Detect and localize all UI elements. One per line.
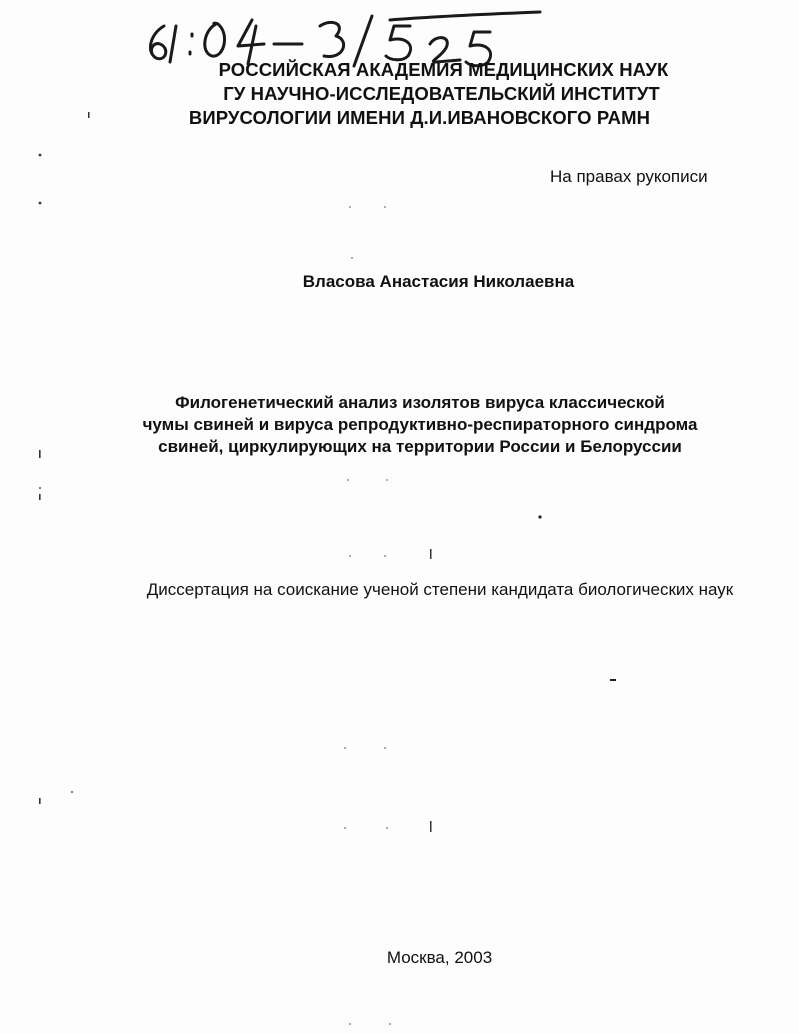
header-line-2: ГУ НАУЧНО-ИССЛЕДОВАТЕЛЬСКИЙ ИНСТИТУТ — [223, 83, 660, 104]
dissertation-title — [100, 392, 740, 458]
institution-header — [0, 58, 799, 130]
title-line-3: свиней, циркулирующих на территории России и Белоруссии — [158, 437, 682, 456]
title-line-1: Филогенетический анализ изолятов вируса классической — [175, 393, 665, 412]
place-and-year: Москва, 2003 — [386, 948, 493, 967]
header-line-1: РОССИЙСКАЯ АКАДЕМИЯ МЕДИЦИНСКИХ НАУК — [218, 59, 669, 80]
degree-statement: Диссертация на соискание ученой степени кандидата биологических наук — [146, 580, 734, 599]
title-line-2: чумы свиней и вируса репродуктивно-респираторного синдрома — [142, 415, 698, 434]
header-line-3: ВИРУСОЛОГИИ ИМЕНИ Д.И.ИВАНОВСКОГО РАМН — [188, 107, 651, 128]
rights-note: На правах рукописи — [550, 167, 708, 186]
author-name: Власова Анастасия Николаевна — [302, 272, 575, 291]
